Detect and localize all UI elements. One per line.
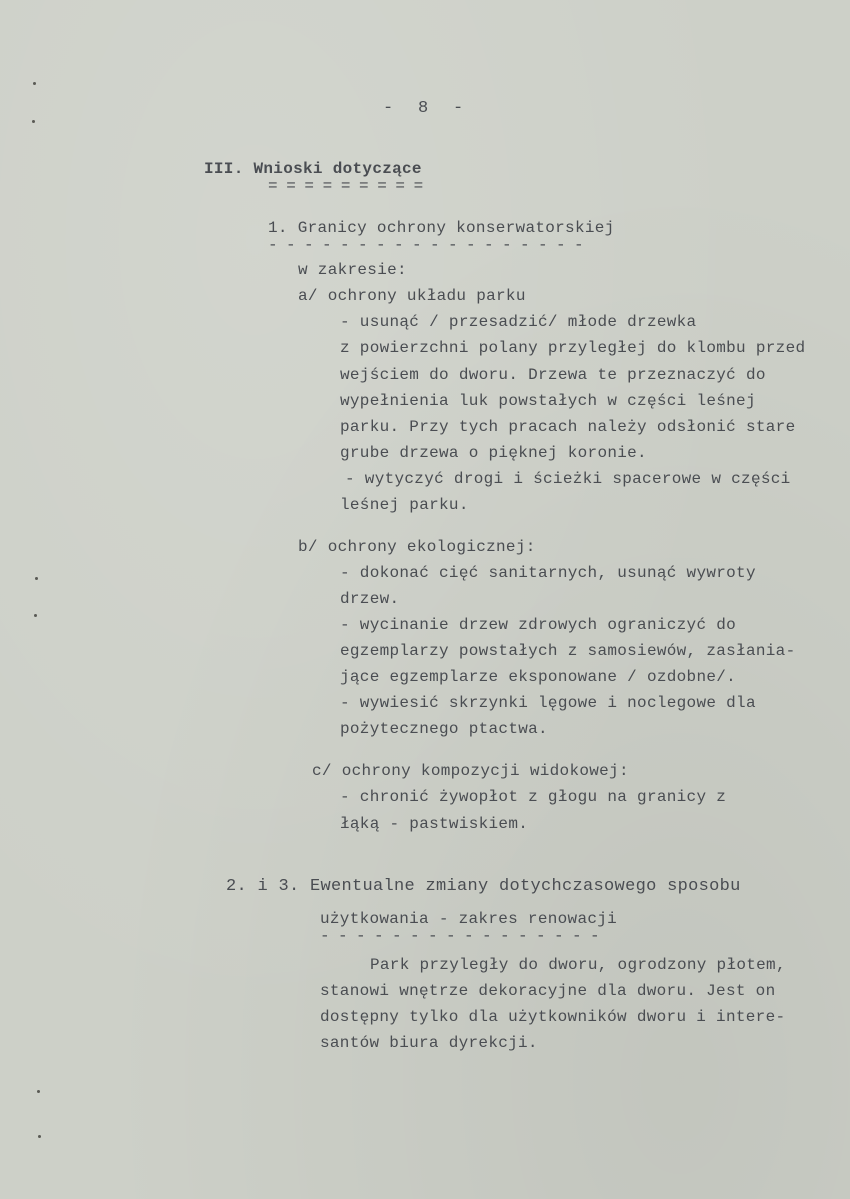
item1a-line: - usunąć / przesadzić/ młode drzewka (340, 313, 697, 331)
item1a-line: - wytyczyć drogi i ścieżki spacerowe w części (345, 470, 791, 488)
section-heading: III. Wnioski dotyczące (204, 160, 422, 178)
page-number: - 8 - (383, 99, 464, 118)
item1a-line: z powierzchni polany przyległej do klombu przed (340, 339, 806, 357)
item1a-line: leśnej parku. (340, 496, 469, 514)
item1b-line: pożytecznego ptactwa. (340, 720, 548, 738)
item23-paragraph-line: santów biura dyrekcji. (320, 1034, 538, 1052)
item1b-line: - dokonać cięć sanitarnych, usunąć wywroty (340, 564, 756, 582)
item1b-line: drzew. (340, 590, 400, 608)
item23-paragraph-line: stanowi wnętrze dekoracyjne dla dworu. Jest on (320, 982, 776, 1000)
item1c-line: łąką - pastwiskiem. (340, 815, 529, 833)
section-heading-underline: = = = = = = = = = (268, 177, 423, 195)
item1c-line: - chronić żywopłot z głogu na granicy z (340, 788, 727, 806)
item1-title-underline: - - - - - - - - - - - - - - - - - - (268, 236, 584, 254)
item23-title-underline: - - - - - - - - - - - - - - - - (320, 927, 600, 945)
item1a-line: grube drzewa o pięknej koronie. (340, 444, 647, 462)
item23-title-line2: użytkowania - zakres renowacji (320, 910, 618, 928)
item1b-line: egzemplarzy powstałych z samosiewów, zasłania- (340, 642, 796, 660)
item1b-line: - wycinanie drzew zdrowych ograniczyć do (340, 616, 737, 634)
item1-title: 1. Granicy ochrony konserwatorskiej (268, 219, 615, 237)
item1c-label: c/ ochrony kompozycji widokowej: (312, 762, 629, 780)
item1a-label: a/ ochrony układu parku (298, 287, 526, 305)
item1b-line: jące egzemplarze eksponowane / ozdobne/. (340, 668, 737, 686)
item1b-label: b/ ochrony ekologicznej: (298, 538, 536, 556)
item1a-line: parku. Przy tych pracach należy odsłonić stare (340, 418, 796, 436)
item23-paragraph-line: Park przyległy do dworu, ogrodzony płotem, (370, 956, 786, 974)
item1a-line: wejściem do dworu. Drzewa te przeznaczyć do (340, 366, 766, 384)
item1-intro: w zakresie: (298, 261, 407, 279)
item23-title-line1: 2. i 3. Ewentualne zmiany dotychczasowego sposobu (226, 877, 741, 896)
item1b-line: - wywiesić skrzynki lęgowe i noclegowe dla (340, 694, 756, 712)
item23-paragraph-line: dostępny tylko dla użytkowników dworu i intere- (320, 1008, 786, 1026)
item1a-line: wypełnienia luk powstałych w części leśnej (340, 392, 756, 410)
